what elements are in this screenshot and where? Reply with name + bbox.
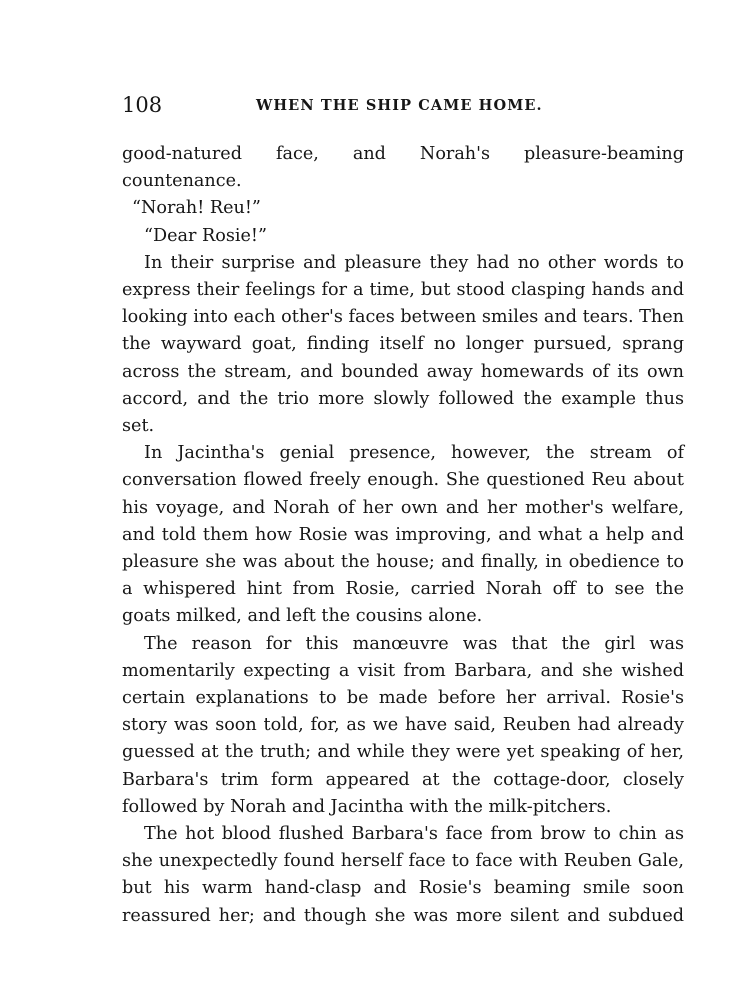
paragraph: good-natured face, and Norah's pleasure-beaming countenance. [122,144,684,192]
paragraph: The reason for this manœuvre was that the girl was momentarily expecting a visit from Barbara, and she wished certain explanations to be made before her arrival. Rosie's story was soon told, for, as we have said, Reuben had already guessed at the truth; and while they were yet speaking of her, Barbara's trim form appeared at the cottage-door, closely followed by Norah and Jacintha with the milk-pitchers. [122,633,684,817]
paragraph: In their surprise and pleasure they had no other words to express their feelings for a time, but stood clasping hands and looking into each other's faces between smiles and tears. Then the wayward goat, finding itself no longer pursued, sprang across the stream, and bounded away homewards of its own accord, and the trio more slowly followed the example thus set. [122,252,684,437]
body-text [122,141,684,930]
page-number: 108 [122,93,163,117]
dialogue-line: “Norah! Reu!” [132,198,261,219]
paragraph: The hot blood flushed Barbara's face from brow to chin as she unexpectedly found herself face to face with Reuben Gale, but his warm hand-clasp and Rosie's beaming smile soon reassured her; and though she was more silent and subdued [122,824,684,926]
page-header [122,92,687,118]
paragraph: In Jacintha's genial presence, however, the stream of conversation flowed freely enough. She questioned Reu about his voyage, and Norah of her own and her mother's welfare, and told them how Rosie was improving, and what a help and pleasure she was about the house; and finally, in obedience to a whispered hint from Rosie, carried Norah off to see the goats milked, and left the cousins alone. [122,443,684,627]
dialogue-line: “Dear Rosie!” [144,225,267,246]
running-head: WHEN THE SHIP CAME HOME. [256,97,543,114]
